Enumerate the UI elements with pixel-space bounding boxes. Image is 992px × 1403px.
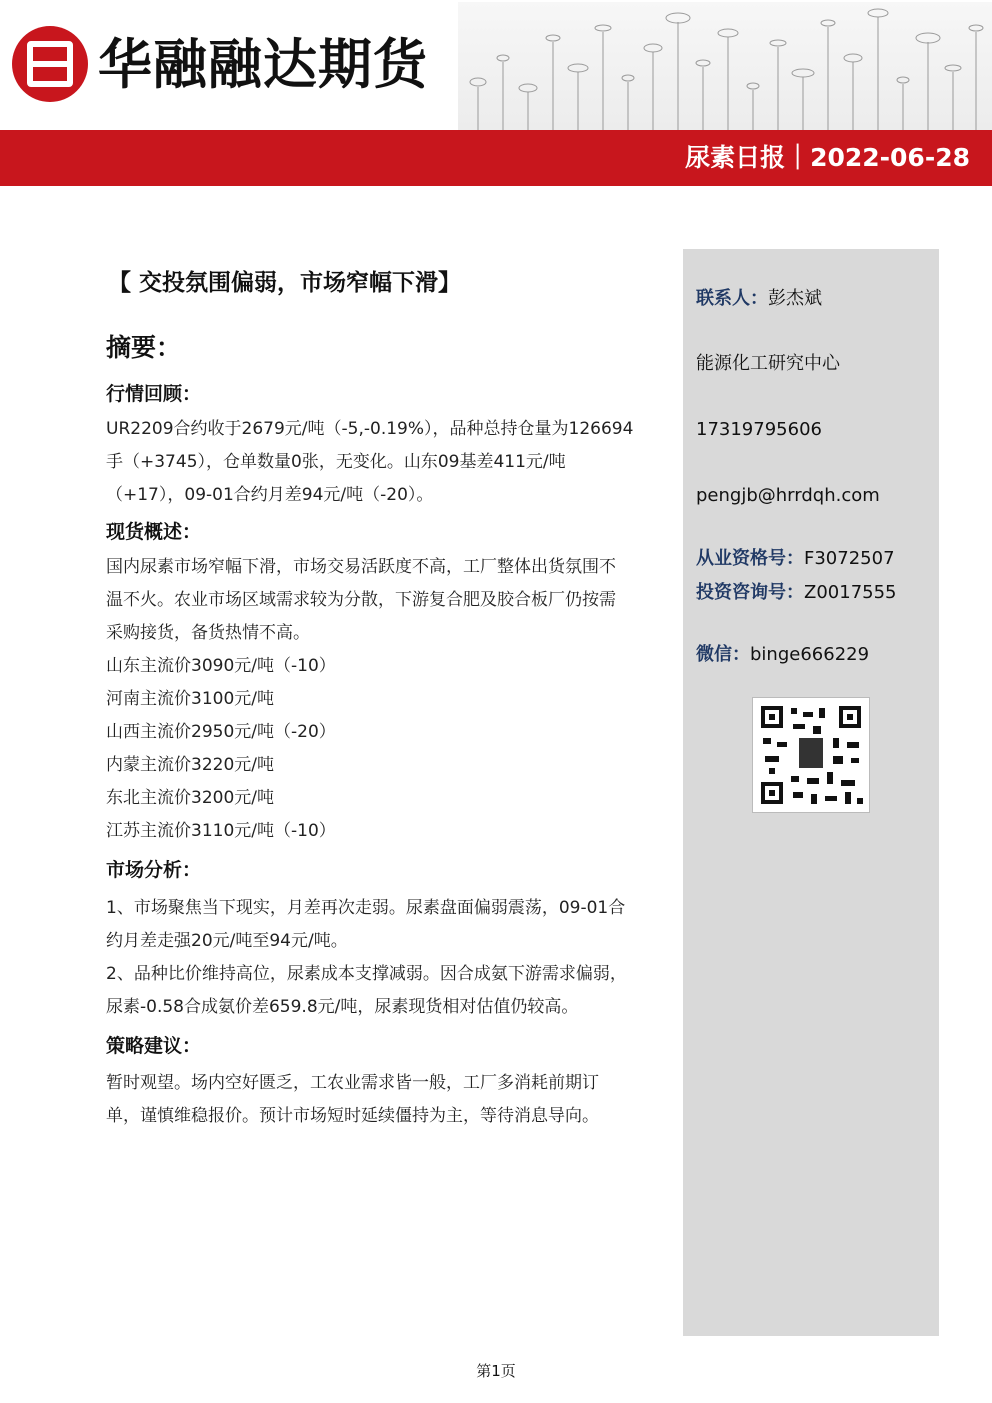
text-line: 采购接货，备货热情不高。 bbox=[106, 623, 310, 643]
cert-label: 从业资格号： bbox=[696, 548, 804, 569]
email-address: pengjb@hrrdqh.com bbox=[696, 485, 880, 506]
contact-row bbox=[696, 286, 822, 312]
page-number: 第1页 bbox=[476, 1362, 516, 1380]
section-body-analysis bbox=[106, 892, 686, 1024]
text-line: 2、品种比价维持高位，尿素成本支撑减弱。因合成氨下游需求偏弱， bbox=[106, 964, 627, 984]
price-line: 江苏主流价3110元/吨（-10） bbox=[106, 821, 336, 841]
company-logo-icon bbox=[12, 26, 88, 102]
price-line: 河南主流价3100元/吨 bbox=[106, 689, 274, 709]
text-line: 手（+3745），仓单数量0张，无变化。山东09基差411元/吨 bbox=[106, 452, 566, 472]
section-heading-review: 行情回顾： bbox=[106, 383, 202, 405]
text-line: 尿素-0.58合成氨价差659.8元/吨，尿素现货相对估值仍较高。 bbox=[106, 997, 579, 1017]
contact-sidebar bbox=[683, 249, 939, 1336]
text-line: 1、市场聚焦当下现实，月差再次走弱。尿素盘面偏弱震荡，09-01合 bbox=[106, 898, 626, 918]
text-line: （+17），09-01合约月差94元/吨（-20）。 bbox=[106, 485, 434, 505]
text-line: 暂时观望。场内空好匮乏，工农业需求皆一般，工厂多消耗前期订 bbox=[106, 1073, 599, 1093]
contact-name: 彭杰斌 bbox=[768, 288, 822, 309]
price-line: 内蒙主流价3220元/吨 bbox=[106, 755, 274, 775]
decorative-lines-graphic bbox=[458, 2, 992, 130]
text-line: 温不火。农业市场区域需求较为分散，下游复合肥及胶合板厂仍按需 bbox=[106, 590, 616, 610]
abstract-heading: 摘要： bbox=[106, 333, 182, 362]
wechat-row bbox=[696, 642, 869, 668]
page-header bbox=[0, 0, 992, 186]
report-title: 尿素日报｜2022-06-28 bbox=[685, 143, 970, 172]
price-line: 山东主流价3090元/吨（-10） bbox=[106, 656, 336, 676]
report-banner bbox=[0, 130, 992, 186]
wechat-qr-code-icon bbox=[752, 697, 870, 813]
section-heading-spot: 现货概述： bbox=[106, 521, 202, 543]
section-body-strategy bbox=[106, 1067, 686, 1133]
price-line: 山西主流价2950元/吨（-20） bbox=[106, 722, 336, 742]
decorative-lines-pattern bbox=[458, 2, 992, 130]
section-heading-strategy: 策略建议： bbox=[106, 1035, 202, 1057]
section-heading-analysis: 市场分析： bbox=[106, 859, 202, 881]
section-body-spot bbox=[106, 551, 686, 848]
phone-number: 17319795606 bbox=[696, 419, 822, 440]
consult-label: 投资咨询号： bbox=[696, 582, 804, 603]
wechat-label: 微信： bbox=[696, 644, 750, 665]
document-title: 【 交投氛围偏弱，市场窄幅下滑】 bbox=[108, 270, 462, 296]
cert-row bbox=[696, 546, 895, 572]
price-line: 东北主流价3200元/吨 bbox=[106, 788, 274, 808]
wechat-value: binge666229 bbox=[750, 644, 870, 665]
contact-label: 联系人： bbox=[696, 288, 768, 309]
consult-value: Z0017555 bbox=[804, 582, 897, 603]
text-line: 单，谨慎维稳报价。预计市场短时延续僵持为主，等待消息导向。 bbox=[106, 1106, 599, 1126]
cert-value: F3072507 bbox=[804, 548, 895, 569]
department: 能源化工研究中心 bbox=[696, 353, 840, 374]
text-line: 约月差走强20元/吨至94元/吨。 bbox=[106, 931, 348, 951]
company-name: 华融融达期货 bbox=[98, 33, 428, 96]
text-line: UR2209合约收于2679元/吨（-5,-0.19%），品种总持仓量为126694 bbox=[106, 419, 634, 439]
consult-row bbox=[696, 580, 897, 606]
text-line: 国内尿素市场窄幅下滑，市场交易活跃度不高，工厂整体出货氛围不 bbox=[106, 557, 616, 577]
section-body-review bbox=[106, 413, 686, 512]
